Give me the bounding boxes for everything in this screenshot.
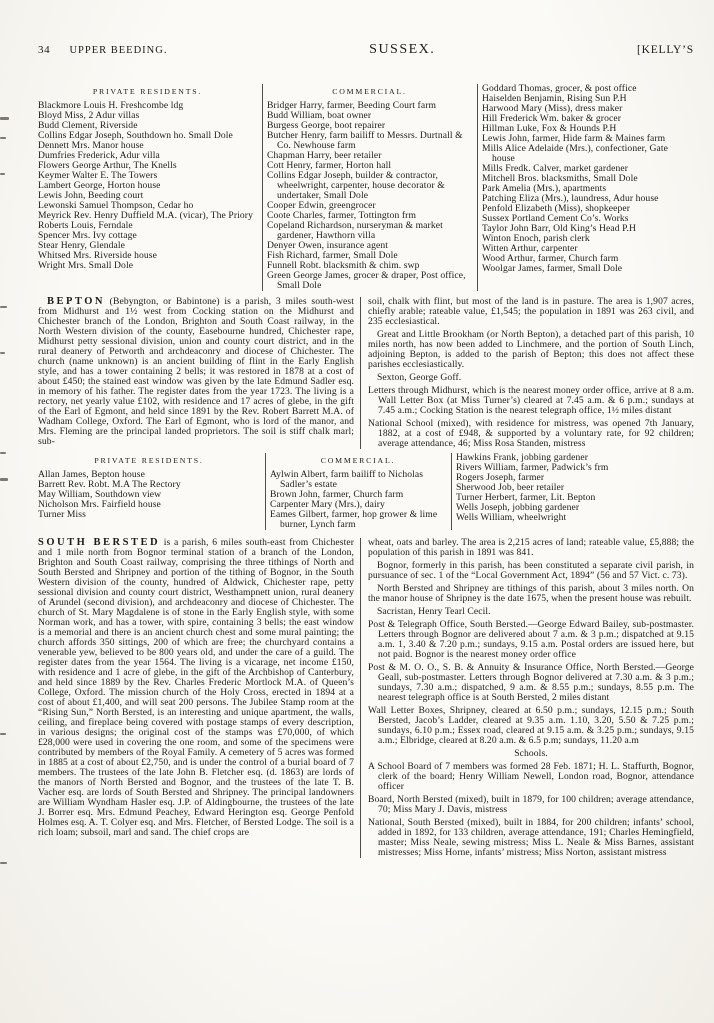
south-bersted-details-column <box>360 538 694 858</box>
commercial-list-2 <box>482 84 689 274</box>
south-bersted-paragraph: wheat, oats and barley. The area is 2,215 acres of land; rateable value, £5,888; the population of this parish in 1891 was 841. <box>368 537 694 558</box>
page-header <box>38 42 694 58</box>
bepton-commercial-column-2 <box>451 453 694 530</box>
upper-beeding-private-residents-column <box>38 84 262 291</box>
upper-beeding-commercial-column-2 <box>477 84 694 291</box>
commercial-entry: Cooper Edwin, greengrocer <box>267 200 376 211</box>
commercial-entry: Eames Gilbert, farmer, hop grower & lime burner, Lynch farm <box>270 509 438 530</box>
commercial-entry: Sussex Portland Cement Co’s. Works <box>482 213 629 224</box>
commercial-entry: Turner Herbert, farmer, Lit. Bepton <box>456 492 596 503</box>
bepton-commercial-column-1 <box>265 453 451 530</box>
commercial-entry: Coote Charles, farmer, Tottington frm <box>267 210 417 221</box>
resident-entry: Lambert George, Horton house <box>38 180 161 191</box>
commercial-entry: Park Amelia (Mrs.), apartments <box>482 183 607 194</box>
resident-entry: Meyrick Rev. Henry Duffield M.A. (vicar), The Priory <box>38 210 253 221</box>
bepton-parish-name: BEPTON <box>47 296 105 307</box>
commercial-entry: Goddard Thomas, grocer, & post office <box>482 83 637 94</box>
south-bersted-section <box>38 538 694 858</box>
resident-entry: Turner Miss <box>38 509 86 520</box>
private-residents-heading: PRIVATE RESIDENTS. <box>92 87 203 96</box>
bepton-section <box>38 297 694 449</box>
commercial-entry: Haiselden Benjamin, Rising Sun P.H <box>482 93 627 104</box>
commercial-entry: Cott Henry, farmer, Horton hall <box>267 160 392 171</box>
bepton-intro-paragraph <box>38 297 354 447</box>
commercial-entry: Aylwin Albert, farm bailiff to Nicholas Sadler’s estate <box>270 469 424 490</box>
bepton-listings-section <box>38 453 694 530</box>
resident-entry: Lewis John, Beeding court <box>38 190 144 201</box>
private-residents-list <box>38 101 257 271</box>
bepton-commercial-list-2 <box>456 453 689 523</box>
resident-entry: Wright Mrs. Small Dole <box>38 260 134 271</box>
resident-entry: Stear Henry, Glendale <box>38 240 125 251</box>
resident-entry: Nicholson Mrs. Fairfield house <box>38 499 161 510</box>
resident-entry: Roberts Louis, Ferndale <box>38 220 133 231</box>
south-bersted-intro-paragraph <box>38 538 354 838</box>
south-bersted-paragraph: Bognor, formerly in this parish, has been constituted a separate civil parish, in pursuance of sec. 1 of the “Local Government Act, 1894” (56 and 57 Vict. c. 73). <box>368 560 694 581</box>
resident-entry: Dennett Mrs. Manor house <box>38 140 144 151</box>
resident-entry: Flowers George Arthur, The Knells <box>38 160 177 171</box>
south-bersted-parish-name: SOUTH BERSTED <box>38 537 161 548</box>
scan-artifact <box>0 862 7 864</box>
south-bersted-paragraph: A School Board of 7 members was formed 28 Feb. 1871; H. L. Staffurth, Bognor, clerk of the board; Henry William Newell, London road, Bognor, attendance officer <box>368 761 694 792</box>
commercial-entry: Mitchell Bros. blacksmiths, Small Dole <box>482 173 638 184</box>
commercial-entry: Patching Eliza (Mrs.), laundress, Adur house <box>482 193 659 204</box>
scan-artifact <box>0 173 5 175</box>
commercial-entry: Hillman Luke, Fox & Hounds P.H <box>482 123 617 134</box>
commercial-entry: Denyer Owen, insurance agent <box>267 240 389 251</box>
commercial-entry: Chapman Harry, beer retailer <box>267 150 382 161</box>
running-header-left <box>38 44 167 56</box>
scan-artifact <box>0 478 8 481</box>
resident-entry: Allan James, Bepton house <box>38 469 145 480</box>
resident-entry: Barrett Rev. Robt. M.A The Rectory <box>38 479 181 490</box>
scan-artifact <box>0 452 6 454</box>
commercial-entry: Lewis John, farmer, Hide farm & Maines farm <box>482 133 666 144</box>
commercial-list-1 <box>267 101 472 291</box>
commercial-entry: Budd William, boat owner <box>267 110 372 121</box>
south-bersted-paragraph: National, South Bersted (mixed), built in 1884, for 200 children; infants’ school, added in 1892, for 133 children, average attendance, 191; Charles Hemingfield, master; Miss Neale, sewing mistress; Miss L. Neale & Miss Barnes, assistant mistresses; Miss Horne, infants’ mistress; Miss Norton, assistant mistress <box>368 817 694 858</box>
resident-entry: Whitsed Mrs. Riverside house <box>38 250 157 261</box>
south-bersted-paragraph: Schools. <box>514 748 548 759</box>
commercial-entry: Brown John, farmer, Church farm <box>270 489 404 500</box>
scan-artifact <box>0 306 7 308</box>
commercial-entry: Funnell Robt. blacksmith & chim. swp <box>267 260 420 271</box>
bepton-intro-text: (Bebyngton, or Babintone) is a parish, 3 miles south-west from Midhurst and 1½ west from Cocking station on the Midhurst and Chichester branch of the London, Brighton and South Coast railway, in the North Western division of the county, Easebourne hundred, Chichester rape, Midhurst petty sessional division, union and county court district, and in the rural deanery of Petworth and archdeaconry and diocese of Chichester. The church (name unknown) is an ancient building of flint in the Early English style, and has a tower containing 2 bells; it was restored in 1878 at a cost of about £450; the stained east window was given by the late Edmund Sadler esq. in memory of his father. The register dates from the year 1723. The living is a rectory, net yearly value £102, with residence and 17 acres of glebe, in the gift of the Earl of Egmont, and held since 1891 by the Rev. Robert Barrett M.A. of Wadham College, Oxford. The Earl of Egmont, who is lord of the manor, and Mrs. Fleming are the principal landed proprietors. The soil is stiff chalk marl; sub- <box>38 296 354 447</box>
scan-artifact <box>0 352 5 354</box>
commercial-entry: Harwood Mary (Miss), dress maker <box>482 103 623 114</box>
bepton-paragraph: National School (mixed), with residence for mistress, was opened 7th January, 1882, at a cost of £948, & supported by a voluntary rate, for 92 children; average attendance, 46; Miss Rosa Standen, mistress <box>368 418 694 449</box>
south-bersted-paragraph: Post & M. O. O., S. B. & Annuity & Insurance Office, North Bersted.—George Geall, sub-postmaster. Letters through Bognor delivered at 7.30 a.m. & 3 p.m.; sundays, 7.30 a.m.; dispatched, 9 a.m. & 8.55 p.m.; sundays, 8.55 p.m. The nearest telegraph office is at South Bersted, 2 miles distant <box>368 662 694 703</box>
commercial-heading: COMMERCIAL. <box>332 87 407 96</box>
resident-entry: May William, Southdown view <box>38 489 162 500</box>
resident-entry: Blackmore Louis H. Freshcombe ldg <box>38 100 184 111</box>
commercial-heading: COMMERCIAL. <box>320 456 396 465</box>
commercial-entry: Butcher Henry, farm bailiff to Messrs. Durtnall & Co. Newhouse farm <box>267 130 463 151</box>
resident-entry: Dumfries Frederick, Adur villa <box>38 150 160 161</box>
bepton-private-residents-column <box>38 453 265 530</box>
bepton-paragraph: Great and Little Brookham (or North Bepton), a detached part of this parish, 10 miles north, has now been added to Linchmere, and the portion of South Linch, adjoining Bepton, is added to the parish of Bepton; this does not affect these parishes ecclesiastically. <box>368 329 694 370</box>
bepton-private-residents-list <box>38 470 260 520</box>
commercial-entry: Woolgar James, farmer, Small Dole <box>482 263 623 274</box>
south-bersted-paragraph: North Bersted and Shripney are tithings of this parish, about 3 miles north. On the manor house of Shripney is the date 1675, when the present house was rebuilt. <box>368 583 694 604</box>
commercial-entry: Wells William, wheelwright <box>456 512 567 523</box>
county-title: SUSSEX. <box>369 42 436 57</box>
commercial-entry: Collins Edgar Joseph, builder & contractor, wheelwright, carpenter, house decorator & undertaker, Small Dole <box>267 170 445 201</box>
resident-entry: Keymer Walter E. The Towers <box>38 170 158 181</box>
bepton-paragraph: Sexton, George Goff. <box>377 372 462 383</box>
south-bersted-paragraph: Post & Telegraph Office, South Bersted.—George Edward Bailey, sub-postmaster. Letters through Bognor are delivered about 7 a.m. & 3 p.m.; dispatched at 9.15 a.m. 1, 3.40 & 7.20 p.m.; sundays, 9.15 a.m. Postal orders are issued here, but not paid. Bognor is the nearest money order office <box>368 619 694 660</box>
resident-entry: Spencer Mrs. Ivy cottage <box>38 230 137 241</box>
commercial-entry: Penfold Elizabeth (Miss), shopkeeper <box>482 203 631 214</box>
commercial-entry: Mills Fredk. Calver, market gardener <box>482 163 629 174</box>
commercial-entry: Copeland Richardson, nurseryman & market gardener, Hawthorn villa <box>267 220 443 241</box>
directory-page <box>38 42 694 862</box>
resident-entry: Budd Clement, Riverside <box>38 120 138 131</box>
bepton-commercial-list-1 <box>270 470 446 530</box>
scan-artifact <box>0 117 9 120</box>
scan-artifact <box>0 733 6 735</box>
south-bersted-intro-text: is a parish, 6 miles south-east from Chichester and 1 mile north from Bognor terminal station of a branch of the London, Brighton and South Coast railway, comprising the three tithings of North and South Bersted and Shripney and portion of the tithing of Bognor, in the South Western division of the county, hundred of Aldwick, Chichester rape, petty sessional division and county court district, Westhampnett union, rural deanery of Arundel (second division), and archdeaconry and diocese of Chichester. The church of St. Mary Magdalene is of stone in the Early English style, with some Norman work, and has a tower, with spire, containing 3 bells; the east window is a memorial and there is an ancient church chest and some mural painting; the church affords 350 sittings, 200 of which are free; the churchyard contains a venerable yew, believed to be 800 years old, and under the care of a guild. The register dates from the year 1564. The living is a vicarage, net income £150, with residence and 1 acre of glebe, in the gift of the Archbishop of Canterbury, and held since 1889 by the Rev. Charles Frederic Mortlock M.A. of Queen’s College, Oxford. The mission church of the Holy Cross, erected in 1894 at a cost of about £1,400, and will seat 200 persons. The Jubilee Stamp room at the “Rising Sun,” North Bersted, is an interesting and unique apartment, the walls, ceiling, and fireplace being covered with postage stamps of every description, in various designs; the original cost of the stamps was £70,000, of which £28,000 were used in covering the one room, and some of the specimens were contributed by members of the Royal Family. A cemetery of 5 acres was formed in 1885 at a cost of about £2,750, and is under the control of a burial board of 7 members. The trustees of the late John B. Fletcher esq. (d. 1863) are lords of the manors of North Bersted and Bognor, and the trustees of the late T. B. Vacher esq. are lords of South Bersted and Shripney. The principal landowners are William Wyndham Hasler esq. J.P. of Aldingbourne, the trustees of the late J. Borrer esq. Mrs. Edmund Peachey, Edward Herington esq. George Penfold Holmes esq. A. T. Colyer esq. and Mrs. Fletcher, of Bersted Lodge. The soil is a rich loam; subsoil, marl and sand. The chief crops are <box>38 537 355 838</box>
commercial-entry: Hill Frederick Wm. baker & grocer <box>482 113 621 124</box>
place-running-title: UPPER BEEDING. <box>69 45 168 56</box>
commercial-entry: Rogers Joseph, farmer <box>456 472 545 483</box>
resident-entry: Collins Edgar Joseph, Southdown ho. Small Dole <box>38 130 233 141</box>
scan-artifact <box>0 137 6 139</box>
south-bersted-intro-column <box>38 538 360 858</box>
commercial-entry: Carpenter Mary (Mrs.), dairy <box>270 499 385 510</box>
commercial-entry: Witten Arthur, carpenter <box>482 243 578 254</box>
upper-beeding-listings-section <box>38 84 694 291</box>
resident-entry: Lewonski Samuel Thompson, Cedar ho <box>38 200 194 211</box>
upper-beeding-commercial-column-1 <box>262 84 477 291</box>
bepton-details-column <box>360 297 694 449</box>
bepton-paragraph: soil, chalk with flint, but most of the land is in pasture. The area is 1,907 acres, chiefly arable; rateable value, £1,545; the population in 1891 was 263 civil, and 235 ecclesiastical. <box>368 296 694 327</box>
commercial-entry: Mills Alice Adelaide (Mrs.), confectioner, Gate house <box>482 143 669 164</box>
private-residents-heading: PRIVATE RESIDENTS. <box>94 456 204 465</box>
commercial-entry: Fish Richard, farmer, Small Dole <box>267 250 398 261</box>
south-bersted-paragraph: Wall Letter Boxes, Shripney, cleared at 6.50 p.m.; sundays, 12.15 p.m.; South Bersted, Jacob’s Ladder, cleared at 9.35 a.m. 1.10, 3.20, 5.50 & 7.25 p.m.; sundays, 6.10 p.m.; Essex road, cleared at 9.15 a.m. & 3.25 p.m.; sundays, 9.15 a.m.; Elbridge, cleared at 8.20 a.m. & 6.5 p.m; sundays, 11.20 a.m <box>368 705 694 746</box>
commercial-entry: Green George James, grocer & draper, Post office, Small Dole <box>267 270 466 291</box>
directory-running-title: [KELLY’S <box>637 44 694 56</box>
bepton-paragraph: Letters through Midhurst, which is the nearest money order office, arrive at 8 a.m. Wall Letter Box (at Miss Turner’s) cleared at 7.45 a.m. & 6 p.m.; sundays at 7.45 a.m.; Cocking Station is the nearest telegraph office, 1½ miles distant <box>368 385 694 416</box>
commercial-entry: Rivers William, farmer, Padwick’s frm <box>456 462 609 473</box>
commercial-entry: Taylor John Barr, Old King’s Head P.H <box>482 223 636 234</box>
commercial-entry: Hawkins Frank, jobbing gardener <box>456 452 589 463</box>
commercial-entry: Sherwood Job, beer retailer <box>456 482 565 493</box>
page-number: 34 <box>38 44 51 56</box>
south-bersted-paragraph: Board, North Bersted (mixed), built in 1879, for 100 children; average attendance, 70; Miss Mary J. Davis, mistress <box>368 794 694 815</box>
commercial-entry: Bridger Harry, farmer, Beeding Court farm <box>267 100 437 111</box>
bepton-intro-column <box>38 297 360 449</box>
south-bersted-paragraph: Sacristan, Henry Tearl Cecil. <box>377 606 491 617</box>
commercial-entry: Burgess George, boot repairer <box>267 120 386 131</box>
resident-entry: Bloyd Miss, 2 Adur villas <box>38 110 140 121</box>
commercial-entry: Wood Arthur, farmer, Church farm <box>482 253 619 264</box>
commercial-entry: Wells Joseph, jobbing gardener <box>456 502 580 513</box>
commercial-entry: Winton Enoch, parish clerk <box>482 233 590 244</box>
